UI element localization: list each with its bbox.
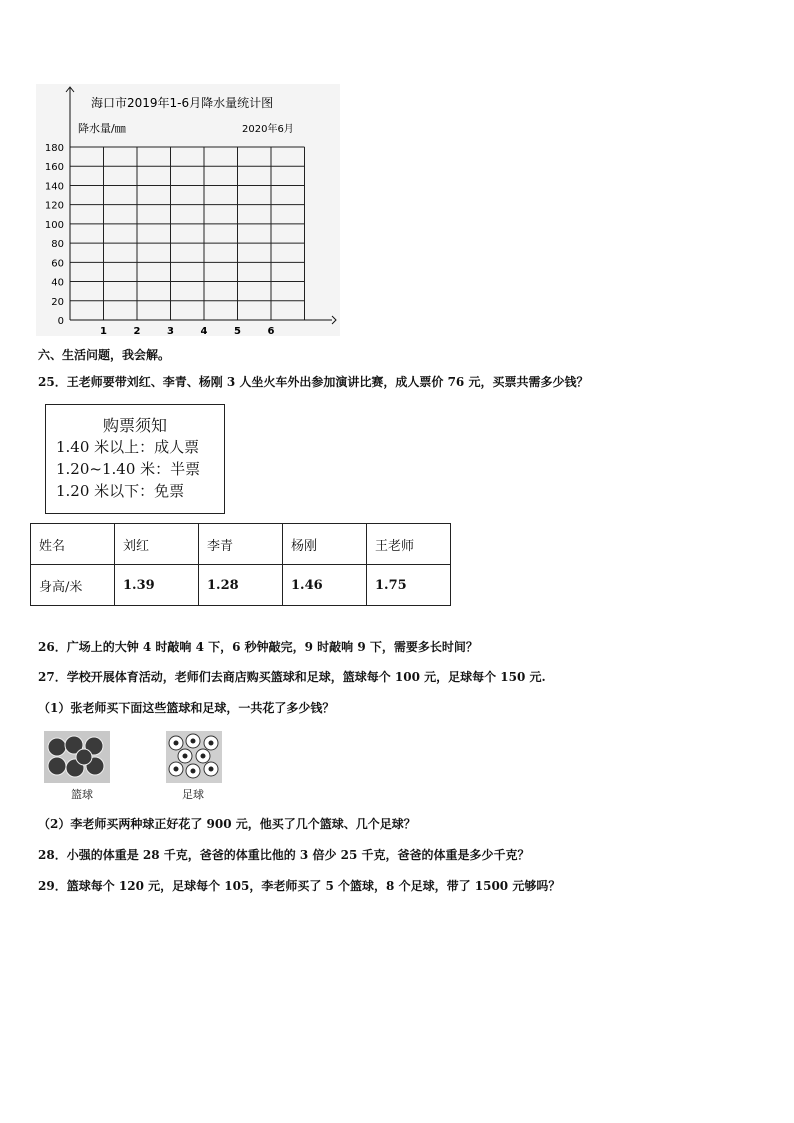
notice-title: 购票须知	[102, 416, 167, 435]
question-25: 25．王老师要带刘红、李青、杨刚 3 人坐火车外出参加演讲比赛，成人票价 76 元，买票共需多少钱？	[38, 375, 589, 389]
x-axis-arrow	[332, 316, 336, 324]
y-tick-label: 80	[51, 239, 64, 251]
x-tick-label: 3	[167, 326, 174, 336]
y-tick-label: 20	[51, 296, 64, 308]
chart-title: 海口市2019年1-6月降水量统计图	[91, 96, 274, 110]
table-cell: 1.28	[199, 565, 283, 606]
table-cell: 杨刚	[283, 524, 367, 565]
y-tick-label: 60	[51, 258, 64, 270]
y-tick-label: 40	[51, 277, 64, 289]
x-tick-label: 1	[100, 326, 107, 336]
rainfall-chart	[36, 84, 340, 336]
question-27-sub1: （1）张老师买下面这些篮球和足球，一共花了多少钱？	[38, 701, 335, 715]
table-header-row	[31, 524, 451, 565]
y-tick-label: 100	[44, 219, 64, 231]
table-cell: 姓名	[31, 524, 115, 565]
y-tick-label: 120	[44, 200, 64, 212]
question-27-sub2: （2）李老师买两种球正好花了 900 元，他买了几个篮球、几个足球？	[38, 817, 416, 831]
notice-line: 1.20~1.40 米：半票	[56, 460, 201, 478]
table-cell: 王老师	[367, 524, 451, 565]
height-table	[30, 523, 451, 606]
chart-ylabel: 降水量/㎜	[78, 122, 126, 135]
question-27: 27．学校开展体育活动，老师们去商店购买篮球和足球，篮球每个 100 元，足球每个 150 元.	[38, 670, 546, 684]
table-cell: 刘红	[115, 524, 199, 565]
football-image	[166, 731, 222, 783]
table-row	[31, 565, 451, 606]
table-cell: 李青	[199, 524, 283, 565]
basketball-image	[44, 731, 110, 783]
table-cell: 1.75	[367, 565, 451, 606]
notice-line: 1.20 米以下：免票	[56, 482, 185, 500]
basketball-label: 篮球	[71, 788, 93, 801]
y-tick-label: 0	[57, 316, 64, 327]
table-cell: 1.46	[283, 565, 367, 606]
x-tick-label: 5	[234, 326, 241, 336]
x-tick-label: 6	[267, 326, 275, 336]
y-tick-label: 180	[44, 143, 64, 154]
football-label: 足球	[182, 788, 204, 801]
table-cell: 1.39	[115, 565, 199, 606]
rainfall-chart-svg	[36, 84, 340, 336]
y-tick-label: 160	[44, 162, 64, 174]
y-tick-label: 140	[44, 181, 64, 193]
question-26: 26．广场上的大钟 4 时敲响 4 下，6 秒钟敲完，9 时敲响 9 下，需要多长时间？	[38, 640, 478, 654]
question-29: 29．篮球每个 120 元，足球每个 105，李老师买了 5 个篮球，8 个足球，带了 1500 元够吗？	[38, 879, 561, 893]
chart-date-note: 2020年6月	[242, 124, 294, 135]
ticket-notice-box	[45, 404, 225, 514]
x-tick-label: 2	[133, 326, 141, 336]
question-28: 28．小强的体重是 28 千克，爸爸的体重比他的 3 倍少 25 千克，爸爸的体重是多少千克？	[38, 848, 530, 862]
table-cell: 身高/米	[31, 565, 115, 606]
notice-line: 1.40 米以上：成人票	[56, 438, 200, 456]
section-title: 六、生活问题，我会解。	[38, 348, 171, 362]
x-tick-label: 4	[200, 326, 208, 336]
